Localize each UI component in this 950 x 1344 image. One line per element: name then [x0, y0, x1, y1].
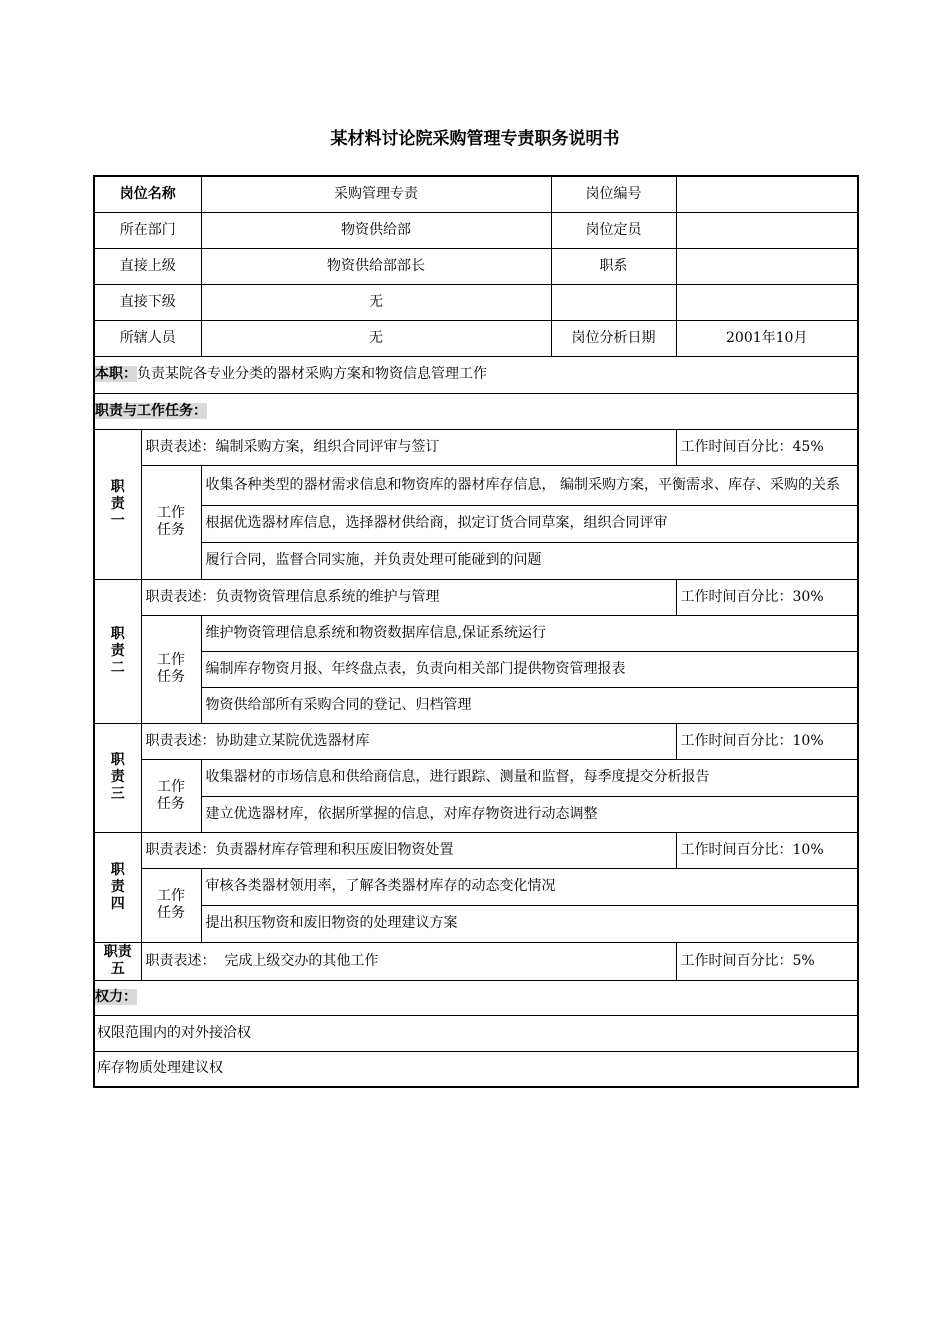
row-subordinate [94, 284, 858, 320]
job-no-label: 岗位编号 [551, 176, 676, 212]
duties-heading: 职责与工作任务： [95, 402, 207, 419]
empty-cell [676, 284, 858, 320]
job-no-value [676, 176, 858, 212]
task-item: 履行合同，监督合同实施，并负责处理可能碰到的问题 [201, 542, 858, 579]
task-row [94, 505, 858, 542]
duty-desc-row [94, 429, 858, 465]
superior-label: 直接上级 [94, 248, 201, 284]
task-item: 收集各种类型的器材需求信息和物资库的器材库存信息， 编制采购方案，平衡需求、库存、采购的关系 [201, 465, 858, 505]
duty-desc-row [94, 579, 858, 615]
duty-time-percent: 工作时间百分比：30% [676, 579, 858, 615]
task-row [94, 868, 858, 905]
duty-label: 职 责 四 [94, 832, 141, 942]
row-duties-heading [94, 393, 858, 429]
row-dept [94, 212, 858, 248]
duty-description: 职责表述：编制采购方案，组织合同评审与签订 [141, 429, 676, 465]
staffing-label: 岗位定员 [551, 212, 676, 248]
row-summary [94, 356, 858, 393]
task-row [94, 615, 858, 651]
duty-description: 职责表述：协助建立某院优选器材库 [141, 723, 676, 759]
task-item: 编制库存物资月报、年终盘点表，负责向相关部门提供物资管理报表 [201, 651, 858, 687]
duty-desc-row [94, 832, 858, 868]
page-title: 某材料讨论院采购管理专责职务说明书 [330, 129, 620, 149]
job-description-table [93, 175, 859, 1088]
task-item: 收集器材的市场信息和供给商信息，进行跟踪、测量和监督，每季度提交分析报告 [201, 759, 858, 796]
empty-cell [551, 284, 676, 320]
duty-label: 职 责 一 [94, 429, 141, 579]
row-superior [94, 248, 858, 284]
task-row [94, 687, 858, 723]
duty-label: 职责 五 [94, 942, 141, 980]
task-item: 建立优选器材库，依据所掌握的信息，对库存物资进行动态调整 [201, 796, 858, 832]
duty-label: 职 责 二 [94, 579, 141, 723]
duties-heading-cell [94, 393, 858, 429]
authority-item: 权限范围内的对外接洽权 [94, 1015, 858, 1051]
dept-label: 所在部门 [94, 212, 201, 248]
authority-item: 库存物质处理建议权 [94, 1051, 858, 1087]
task-item: 物资供给部所有采购合同的登记、归档管理 [201, 687, 858, 723]
task-item: 审核各类器材领用率，了解各类器材库存的动态变化情况 [201, 868, 858, 905]
subordinate-value: 无 [201, 284, 551, 320]
series-value [676, 248, 858, 284]
subordinate-label: 直接下级 [94, 284, 201, 320]
task-item: 维护物资管理信息系统和物资数据库信息,保证系统运行 [201, 615, 858, 651]
task-row [94, 651, 858, 687]
row-staff [94, 320, 858, 356]
duty-time-percent: 工作时间百分比：5% [676, 942, 858, 980]
duty-desc-row [94, 942, 858, 980]
superior-value: 物资供给部部长 [201, 248, 551, 284]
task-label: 工作 任务 [141, 615, 201, 723]
authority-heading: 权力： [95, 989, 137, 1005]
summary-label: 本职： [95, 366, 137, 382]
summary-cell [94, 356, 858, 393]
task-row [94, 796, 858, 832]
analysis-date-value: 2001年10月 [676, 320, 858, 356]
task-label: 工作 任务 [141, 759, 201, 832]
duty-label: 职 责 三 [94, 723, 141, 832]
authority-heading-cell [94, 980, 858, 1015]
authority-heading-row [94, 980, 858, 1015]
duty-time-percent: 工作时间百分比：10% [676, 723, 858, 759]
staff-value: 无 [201, 320, 551, 356]
task-row [94, 465, 858, 505]
series-label: 职系 [551, 248, 676, 284]
duty-desc-row [94, 723, 858, 759]
authority-row [94, 1015, 858, 1051]
duty-description: 职责表述：负责物资管理信息系统的维护与管理 [141, 579, 676, 615]
duty-time-percent: 工作时间百分比：10% [676, 832, 858, 868]
staffing-value [676, 212, 858, 248]
job-title-label: 岗位名称 [94, 176, 201, 212]
job-title-value: 采购管理专责 [201, 176, 551, 212]
summary-text: 负责某院各专业分类的器材采购方案和物资信息管理工作 [137, 366, 487, 382]
row-job-title [94, 176, 858, 212]
authority-row [94, 1051, 858, 1087]
duty-description: 职责表述： 完成上级交办的其他工作 [141, 942, 676, 980]
duty-time-percent: 工作时间百分比：45% [676, 429, 858, 465]
task-row [94, 759, 858, 796]
task-label: 工作 任务 [141, 868, 201, 942]
task-item: 根据优选器材库信息，选择器材供给商，拟定订货合同草案，组织合同评审 [201, 505, 858, 542]
analysis-date-label: 岗位分析日期 [551, 320, 676, 356]
task-row [94, 542, 858, 579]
task-row [94, 905, 858, 942]
duty-description: 职责表述：负责器材库存管理和积压废旧物资处置 [141, 832, 676, 868]
dept-value: 物资供给部 [201, 212, 551, 248]
staff-label: 所辖人员 [94, 320, 201, 356]
task-label: 工作 任务 [141, 465, 201, 579]
task-item: 提出积压物资和废旧物资的处理建议方案 [201, 905, 858, 942]
